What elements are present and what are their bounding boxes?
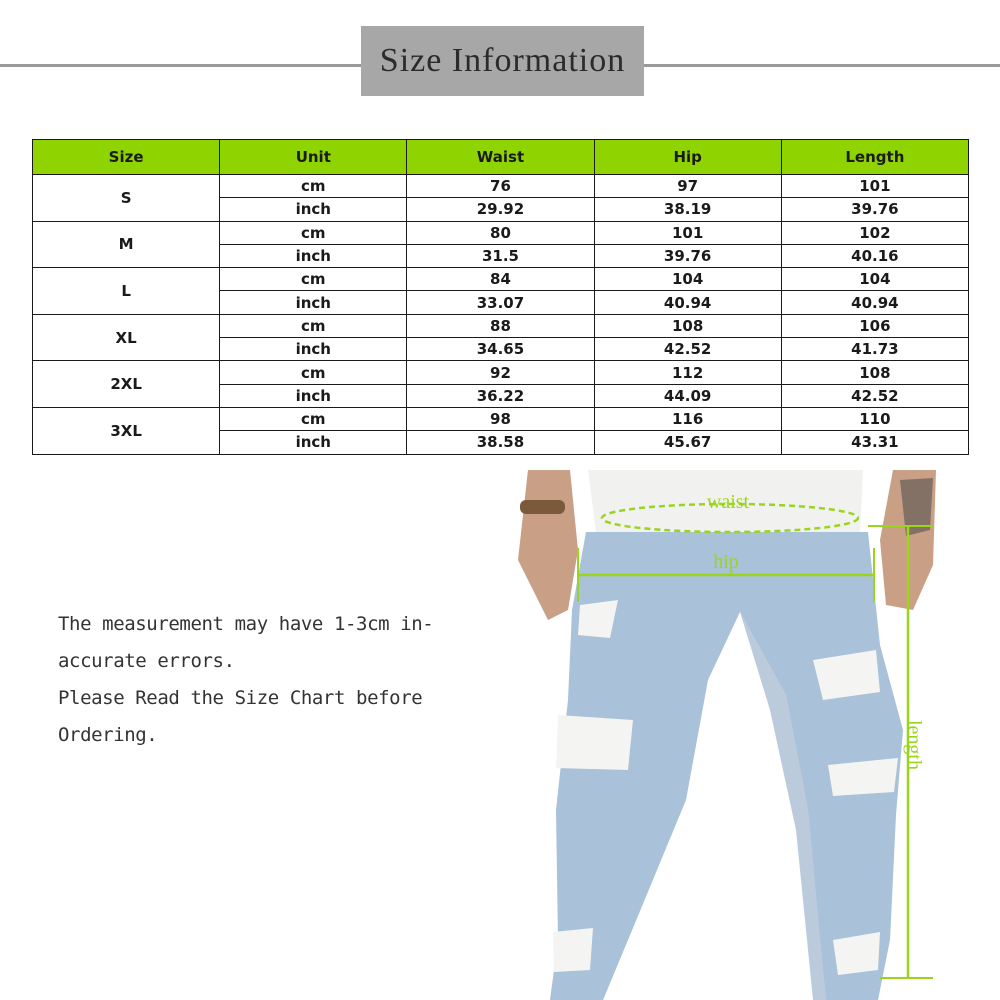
hip-cell: 104 [594, 268, 781, 291]
hip-label: hip [713, 551, 739, 573]
left-arm [518, 470, 578, 620]
table-row [33, 175, 969, 198]
table-row [33, 314, 969, 337]
length-cell: 43.31 [781, 431, 968, 454]
unit-cell: inch [220, 431, 407, 454]
size-cell: M [33, 221, 220, 268]
page-title: Size Information [379, 42, 626, 79]
length-cell: 102 [781, 221, 968, 244]
length-cell: 41.73 [781, 338, 968, 361]
waist-cell: 76 [407, 175, 594, 198]
title-rule-left [0, 64, 361, 67]
unit-cell: cm [220, 314, 407, 337]
unit-cell: inch [220, 244, 407, 267]
column-header-hip: Hip [594, 140, 781, 175]
size-cell: S [33, 175, 220, 222]
hip-cell: 42.52 [594, 338, 781, 361]
hip-cell: 39.76 [594, 244, 781, 267]
length-cell: 40.16 [781, 244, 968, 267]
unit-cell: inch [220, 384, 407, 407]
waist-cell: 88 [407, 314, 594, 337]
unit-cell: cm [220, 268, 407, 291]
waist-cell: 36.22 [407, 384, 594, 407]
hip-cell: 97 [594, 175, 781, 198]
unit-cell: cm [220, 407, 407, 430]
column-header-length: Length [781, 140, 968, 175]
unit-cell: inch [220, 198, 407, 221]
unit-cell: cm [220, 175, 407, 198]
hip-cell: 108 [594, 314, 781, 337]
length-label: length [903, 720, 925, 770]
column-header-size: Size [33, 140, 220, 175]
jeans-measurement-photo [508, 470, 938, 1000]
hip-cell: 44.09 [594, 384, 781, 407]
column-header-unit: Unit [220, 140, 407, 175]
waist-cell: 33.07 [407, 291, 594, 314]
waist-cell: 98 [407, 407, 594, 430]
hip-cell: 112 [594, 361, 781, 384]
title-banner [361, 26, 644, 96]
hip-cell: 40.94 [594, 291, 781, 314]
length-cell: 39.76 [781, 198, 968, 221]
waist-cell: 29.92 [407, 198, 594, 221]
table-row [33, 221, 969, 244]
length-cell: 101 [781, 175, 968, 198]
note-line: The measurement may have 1-3cm in- [58, 613, 434, 635]
length-cell: 108 [781, 361, 968, 384]
length-cell: 40.94 [781, 291, 968, 314]
unit-cell: inch [220, 338, 407, 361]
unit-cell: inch [220, 291, 407, 314]
hip-cell: 45.67 [594, 431, 781, 454]
bracelet [520, 500, 565, 514]
table-row [33, 361, 969, 384]
waist-cell: 92 [407, 361, 594, 384]
waist-label: waist [706, 491, 750, 513]
length-cell: 42.52 [781, 384, 968, 407]
rip [556, 715, 633, 770]
length-cell: 110 [781, 407, 968, 430]
waist-cell: 34.65 [407, 338, 594, 361]
title-rule-right [644, 64, 1000, 67]
note-line: Please Read the Size Chart before [58, 687, 423, 709]
size-cell: 2XL [33, 361, 220, 408]
size-cell: XL [33, 314, 220, 361]
waist-cell: 38.58 [407, 431, 594, 454]
table-body [33, 175, 969, 455]
column-header-waist: Waist [407, 140, 594, 175]
measurement-note [58, 606, 478, 754]
hip-cell: 101 [594, 221, 781, 244]
rip [553, 928, 593, 972]
length-cell: 106 [781, 314, 968, 337]
length-cell: 104 [781, 268, 968, 291]
unit-cell: cm [220, 361, 407, 384]
hip-cell: 116 [594, 407, 781, 430]
waist-cell: 31.5 [407, 244, 594, 267]
waist-cell: 80 [407, 221, 594, 244]
waist-cell: 84 [407, 268, 594, 291]
table-row [33, 407, 969, 430]
note-line: accurate errors. [58, 650, 235, 672]
table-row [33, 268, 969, 291]
note-line: Ordering. [58, 724, 158, 746]
table-header-row [33, 140, 969, 175]
hip-cell: 38.19 [594, 198, 781, 221]
unit-cell: cm [220, 221, 407, 244]
size-table [32, 139, 969, 455]
size-cell: 3XL [33, 407, 220, 454]
size-cell: L [33, 268, 220, 315]
